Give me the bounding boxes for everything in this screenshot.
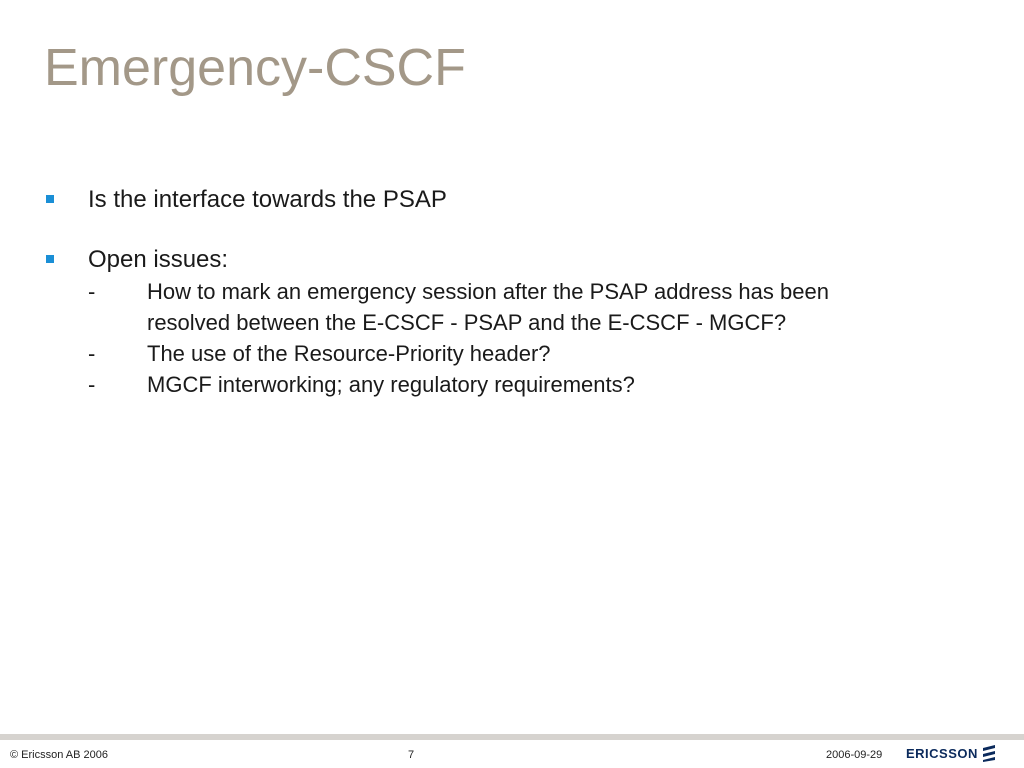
bullet-square-icon [46,255,54,263]
footer-date: 2006-09-29 [826,749,883,761]
sub-bullet-item [88,276,867,338]
sub-bullet-text: How to mark an emergency session after the PSAP address has been resolved between the E-CSCF - PSAP and the E-CSCF - MGCF? [147,279,829,335]
dash-marker: - [88,341,96,366]
bullet-text: Open issues: [88,246,229,273]
footer-divider [0,734,1024,740]
ericsson-logo [906,742,996,764]
dash-marker: - [88,372,96,397]
slide-body [44,184,944,400]
sub-bullet-item [88,338,867,369]
logo-wordmark: ERICSSON [906,745,978,761]
sub-bullet-item [88,369,867,400]
sub-bullet-list [88,276,944,400]
dash-marker: - [88,279,96,304]
sub-bullet-text: MGCF interworking; any regulatory requirements? [147,372,635,397]
bullet-item [44,244,944,400]
bullet-text: Is the interface towards the PSAP [88,186,447,213]
bullet-item [44,184,944,216]
bullet-square-icon [46,195,54,203]
footer-copyright: © Ericsson AB 2006 [10,749,108,761]
slide-title: Emergency-CSCF [44,39,466,97]
ericsson-logo-icon [982,744,996,762]
footer-page-number: 7 [408,749,415,761]
sub-bullet-text: The use of the Resource-Priority header? [147,341,551,366]
